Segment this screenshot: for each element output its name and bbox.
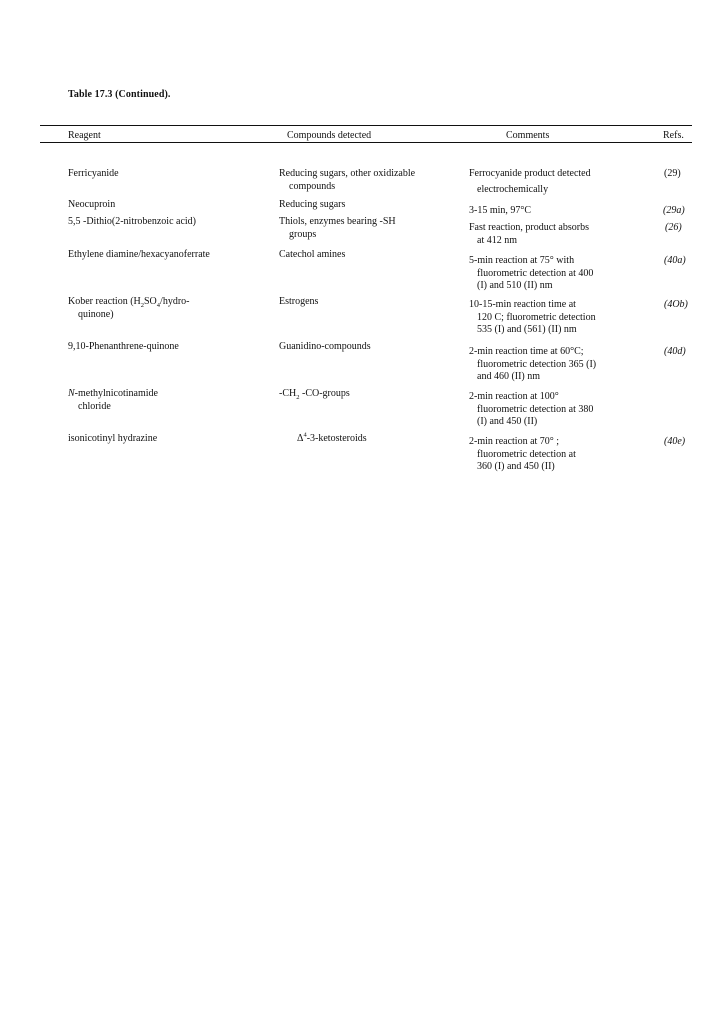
table-row-ref: (29) <box>664 168 681 179</box>
table-row-reagent: 9,10-Phenanthrene-quinone <box>68 341 179 352</box>
table-row-reagent: Ferricyanide <box>68 168 119 179</box>
table-top-rule <box>40 125 692 126</box>
table-row-comments: Fast reaction, product absorbs at 412 nm <box>469 222 589 246</box>
header-reagent: Reagent <box>68 130 101 141</box>
table-row-ref: (40a) <box>664 255 686 266</box>
table-row-reagent: Neocuproin <box>68 199 116 210</box>
table-row-reagent: Kober reaction ($H_2SO_4/hydro-$ quinone) <box>68 296 190 320</box>
table-row-reagent: Ethylene diamine/hexacyanoferrate <box>68 249 210 260</box>
table-row-ref: (29a) <box>663 205 685 216</box>
table-row-compounds: $\Delta^4-3$-ketosteroids <box>297 431 367 444</box>
table-row-compounds: Catechol amines <box>279 249 346 260</box>
table-row-compounds: Reducing sugars <box>279 199 346 210</box>
table-row-reagent: N-methylnicotinamide chloride <box>68 388 158 412</box>
table-row-compounds: Reducing sugars, other oxidizable compounds <box>279 168 416 192</box>
table-row-comments: 10-15-min reaction time at 120 C; fluorometric detection 535 (I) and (561) (II) nm <box>469 299 596 335</box>
table-row-compounds: Estrogens <box>279 296 319 307</box>
table-row-comments: 2-min reaction at 70° ; fluorometric detection at 360 (I) and 450 (II) <box>469 436 576 472</box>
table-row-compounds: $-CH_2$ -CO-groups <box>279 388 350 401</box>
table-caption: Table 17.3 (Continued). <box>68 89 171 100</box>
table-row-comments: 2-min reaction time at 60°C; fluorometric detection 365 (I) and 460 (II) nm <box>469 346 597 382</box>
table-row-ref: (26) <box>665 222 682 233</box>
table-row-comments: Ferrocyanide product detected electrochemically <box>469 168 591 195</box>
header-refs: Refs. <box>663 130 684 141</box>
header-bottom-rule <box>40 142 692 143</box>
table-row-reagent: isonicotinyl hydrazine <box>68 433 158 444</box>
table-row-ref: (40e) <box>664 436 686 447</box>
table-row-ref: (40d) <box>664 346 686 357</box>
table-row-comments: 5-min reaction at 75° with fluorometric detection at 400 (I) and 510 (II) nm <box>469 255 594 291</box>
table-row-compounds: Thiols, enzymes bearing -SH groups <box>279 216 396 240</box>
table-row-comments: 2-min reaction at 100° fluorometric detection at 380 (I) and 450 (II) <box>469 391 594 427</box>
table-row-ref: (4Ob) <box>664 299 688 310</box>
table-row-reagent: 5,5 -Dithio(2-nitrobenzoic acid) <box>68 216 197 227</box>
table-row-comments: 3-15 min, 97°C <box>469 205 532 216</box>
header-compounds: Compounds detected <box>287 130 372 141</box>
table-row-compounds: Guanidino-compounds <box>279 341 371 352</box>
header-comments: Comments <box>506 130 550 141</box>
